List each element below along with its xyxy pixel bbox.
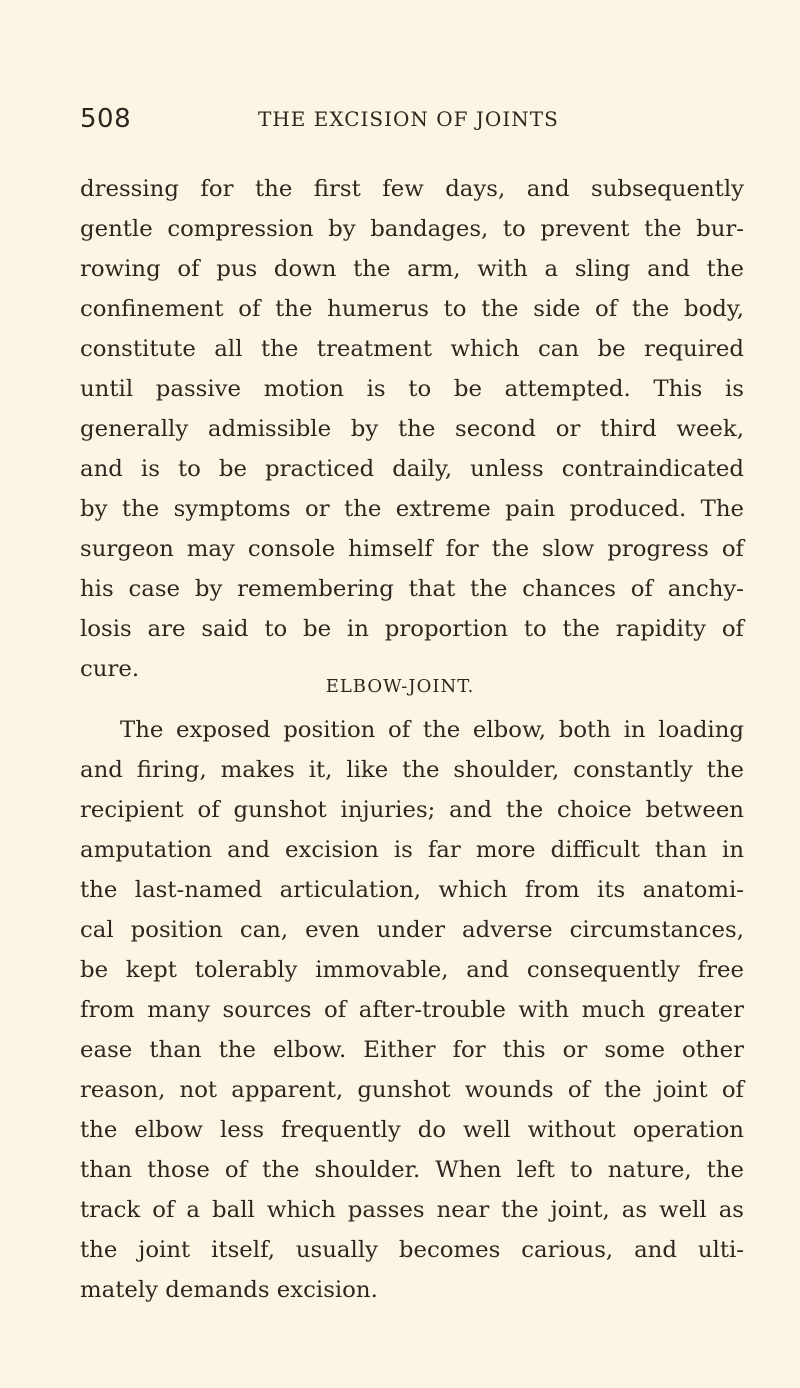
text-line: constitute all the treatment which can be required: [80, 336, 744, 362]
text-line: losis are said to be in proportion to the rapidity of: [80, 616, 744, 642]
text-line: by the symptoms or the extreme pain produced. The: [80, 496, 744, 522]
text-line: gentle compression by bandages, to prevent the bur-: [80, 216, 744, 242]
text-line: his case by remembering that the chances of anchy-: [80, 576, 744, 602]
text-line: amputation and excision is far more difficult than in: [80, 837, 744, 863]
text-line: track of a ball which passes near the joint, as well as: [80, 1197, 744, 1223]
text-line: until passive motion is to be attempted. This is: [80, 376, 744, 402]
section-heading-elbow-joint: ELBOW-JOINT.: [325, 676, 475, 697]
text-line: the joint itself, usually becomes carious, and ulti-: [80, 1237, 744, 1263]
paragraph-shoulder-aftercare: [80, 169, 744, 689]
text-line: the last-named articulation, which from its anatomi-: [80, 877, 744, 903]
text-line: and firing, makes it, like the shoulder, constantly the: [80, 757, 744, 783]
page-header: [80, 104, 720, 144]
running-head: THE EXCISION OF JOINTS: [258, 107, 559, 131]
text-line: The exposed position of the elbow, both in loading: [120, 717, 744, 743]
text-line: generally admissible by the second or third week,: [80, 416, 744, 442]
text-line: be kept tolerably immovable, and consequently free: [80, 957, 744, 983]
text-line: rowing of pus down the arm, with a sling and the: [80, 256, 744, 282]
text-line: the elbow less frequently do well without operation: [80, 1117, 744, 1143]
text-line: cal position can, even under adverse circumstances,: [80, 917, 744, 943]
text-line: from many sources of after-trouble with much greater: [80, 997, 744, 1023]
text-line: dressing for the first few days, and subsequently: [80, 176, 744, 202]
text-line: cure.: [80, 656, 140, 682]
text-line: recipient of gunshot injuries; and the choice between: [80, 797, 744, 823]
text-line: surgeon may console himself for the slow progress of: [80, 536, 744, 562]
text-line: mately demands excision.: [80, 1277, 378, 1303]
page-number: 508: [80, 104, 132, 134]
text-line: reason, not apparent, gunshot wounds of the joint of: [80, 1077, 744, 1103]
text-line: ease than the elbow. Either for this or some other: [80, 1037, 744, 1063]
text-line: confinement of the humerus to the side of the body,: [80, 296, 744, 322]
text-line: than those of the shoulder. When left to nature, the: [80, 1157, 744, 1183]
paragraph-elbow-joint: [80, 710, 744, 1310]
text-line: and is to be practiced daily, unless contraindicated: [80, 456, 744, 482]
